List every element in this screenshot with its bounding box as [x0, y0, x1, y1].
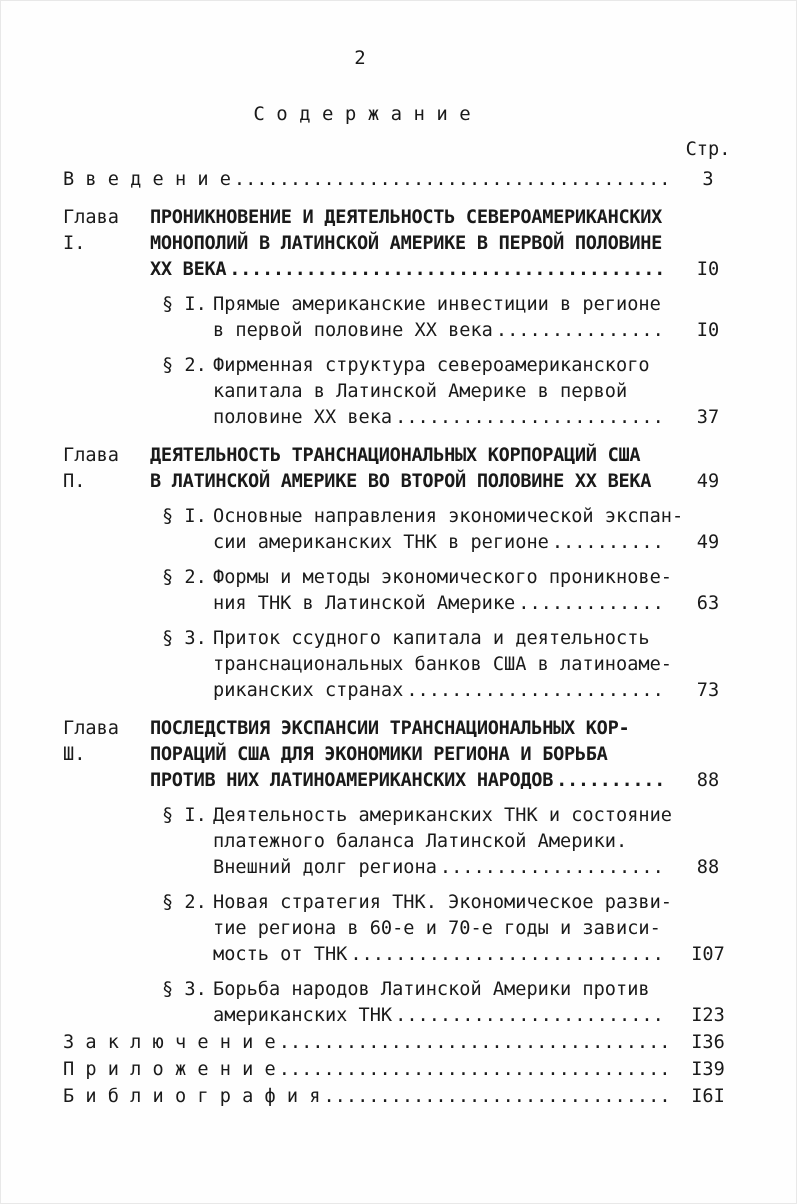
toc-entry-page: I6I [691, 1086, 725, 1107]
toc-entry-label: § I. [162, 294, 207, 315]
toc-entry-page: I36 [691, 1032, 725, 1053]
toc-entry [63, 205, 737, 283]
toc-entry-label: § I. [162, 506, 207, 527]
toc-entry [63, 1057, 737, 1083]
toc-line-text: транснациональных банков США в латиноаме- [213, 654, 672, 675]
toc-entry-lines [213, 626, 679, 704]
toc-entry-lines [213, 977, 679, 1029]
leader-dots [350, 942, 667, 968]
toc-entry-lines [213, 803, 679, 881]
leader-dots [395, 405, 667, 431]
toc-entry-label: § 2. [162, 355, 207, 376]
toc-line-text: В в е д е н и е [63, 169, 231, 190]
toc-entry-label: Глава П. [63, 445, 119, 492]
toc-entry-page: 3 [702, 169, 714, 190]
toc-line-text: ДЕЯТЕЛЬНОСТЬ ТРАНСНАЦИОНАЛЬНЫХ КОРПОРАЦИЙ США [150, 445, 641, 466]
toc-line-text: МОНОПОЛИЙ В ЛАТИНСКОЙ АМЕРИКЕ В ПЕРВОЙ ПОЛОВИНЕ [150, 233, 663, 254]
toc-entry-page: I0 [696, 259, 720, 280]
toc-entry-label: § 3. [162, 979, 207, 1000]
toc-entry-lines [150, 205, 679, 283]
leader-dots [395, 1003, 667, 1029]
toc-title: С о д е р ж а н и е [253, 103, 471, 125]
toc-entry [63, 292, 737, 344]
toc-entry [63, 443, 737, 495]
leader-dots [518, 591, 667, 617]
toc-line-text: риканских странах [213, 680, 404, 701]
toc-line-text: П р и л о ж е н и е [63, 1059, 276, 1080]
toc-entry-lines [213, 565, 679, 617]
toc-entry [63, 353, 737, 431]
toc-entry [63, 977, 737, 1029]
toc-line-text: ПРОТИВ НИХ ЛАТИНОАМЕРИКАНСКИХ НАРОДОВ [150, 770, 554, 791]
toc-entry [63, 803, 737, 881]
toc-entry [63, 626, 737, 704]
toc-entry-lines [213, 890, 679, 968]
toc-entry-page: 73 [696, 680, 720, 701]
leader-dots [229, 257, 667, 283]
toc-line-text: половине XX века [213, 407, 393, 428]
toc-line-text: Формы и методы экономического проникнове- [213, 567, 672, 588]
toc-line-text: XX ВЕКА [150, 259, 227, 280]
toc-line-text: Б и б л и о г р а ф и я [63, 1086, 321, 1107]
toc-entry-page: 88 [696, 770, 720, 791]
leader-dots [556, 768, 667, 794]
toc-line-text: платежного баланса Латинской Америки. [213, 831, 628, 852]
toc-entry-page: 37 [696, 407, 720, 428]
toc-entry-lines [213, 504, 684, 556]
toc-entry-label: § I. [162, 805, 207, 826]
toc-line-text: американских ТНК [213, 1005, 393, 1026]
toc-entry-label: § 2. [162, 567, 207, 588]
leader-dots [440, 855, 667, 881]
toc-entry [63, 890, 737, 968]
toc-line-text: Внешний долг региона [213, 857, 437, 878]
toc-entry-label: Глава Ш. [63, 718, 119, 765]
toc-entry-lines [213, 292, 679, 344]
page-column-header: Стр. [685, 139, 731, 160]
toc-line-text: ПОСЛЕДСТВИЯ ЭКСПАНСИИ ТРАНСНАЦИОНАЛЬНЫХ КОР- [150, 718, 630, 739]
toc-line-text: сии американских ТНК в регионе [213, 532, 549, 553]
toc-entry-label: § 3. [162, 628, 207, 649]
toc-line-text: ПОРАЦИЙ США ДЛЯ ЭКОНОМИКИ РЕГИОНА И БОРЬБА [150, 744, 608, 765]
toc-entry-lines [150, 716, 679, 794]
toc-entry-page: 49 [696, 532, 720, 553]
toc-entry-page: 63 [696, 593, 720, 614]
leader-dots [234, 167, 667, 193]
leader-dots [279, 1030, 667, 1056]
toc-entry [63, 565, 737, 617]
toc-line-text: З а к л ю ч е н и е [63, 1032, 276, 1053]
toc-entry-lines [63, 1057, 679, 1083]
toc-line-text: Новая стратегия ТНК. Экономическое разви- [213, 892, 672, 913]
toc-entry-page: I39 [691, 1059, 725, 1080]
leader-dots [279, 1057, 667, 1083]
toc-line-text: Прямые американские инвестиции в регионе [213, 294, 661, 315]
toc-entry [63, 716, 737, 794]
leader-dots [496, 318, 667, 344]
toc-line-text: в первой половине XX века [213, 320, 493, 341]
toc-line-text: мость от ТНК [213, 944, 348, 965]
toc-entry-page: 88 [696, 857, 720, 878]
toc-entry-label: Глава I. [63, 207, 119, 254]
toc-entry-page: 49 [696, 471, 720, 492]
toc-line-text: ния ТНК в Латинской Америке [213, 593, 516, 614]
toc-entry-lines [63, 1030, 679, 1056]
toc-line-text: капитала в Латинской Америке в первой [213, 381, 628, 402]
toc-entry-lines [213, 353, 679, 431]
toc-line-text: тие региона в 60-е и 70-е годы и зависи- [213, 918, 661, 939]
toc-line-text: Борьба народов Латинской Америки против [213, 979, 650, 1000]
toc-entries [63, 167, 737, 1110]
toc-entry-lines [63, 167, 679, 193]
toc-line-text: ПРОНИКНОВЕНИЕ И ДЕЯТЕЛЬНОСТЬ СЕВЕРОАМЕРИКАНСКИХ [150, 207, 663, 228]
leader-dots [406, 678, 667, 704]
toc-entry-page: I07 [691, 944, 725, 965]
toc-line-text: Приток ссудного капитала и деятельность [213, 628, 650, 649]
toc-line-text: Фирменная структура североамериканского [213, 355, 650, 376]
toc-entry [63, 167, 737, 193]
leader-dots [323, 1084, 667, 1110]
page-number: 2 [354, 47, 366, 69]
toc-entry-lines [63, 1084, 679, 1110]
toc-entry [63, 504, 737, 556]
leader-dots [552, 530, 667, 556]
toc-entry-lines [150, 443, 679, 495]
toc-line-text: Основные направления экономической экспан- [213, 506, 684, 527]
toc-entry [63, 1084, 737, 1110]
toc-entry-page: I23 [691, 1005, 725, 1026]
toc-entry-page: I0 [696, 320, 720, 341]
toc-line-text: Деятельность американских ТНК и состояние [213, 805, 672, 826]
toc-entry [63, 1030, 737, 1056]
toc [63, 167, 737, 1110]
toc-entry-label: § 2. [162, 892, 207, 913]
toc-line-text: В ЛАТИНСКОЙ АМЕРИКЕ ВО ВТОРОЙ ПОЛОВИНЕ XX ВЕКА [150, 471, 652, 492]
